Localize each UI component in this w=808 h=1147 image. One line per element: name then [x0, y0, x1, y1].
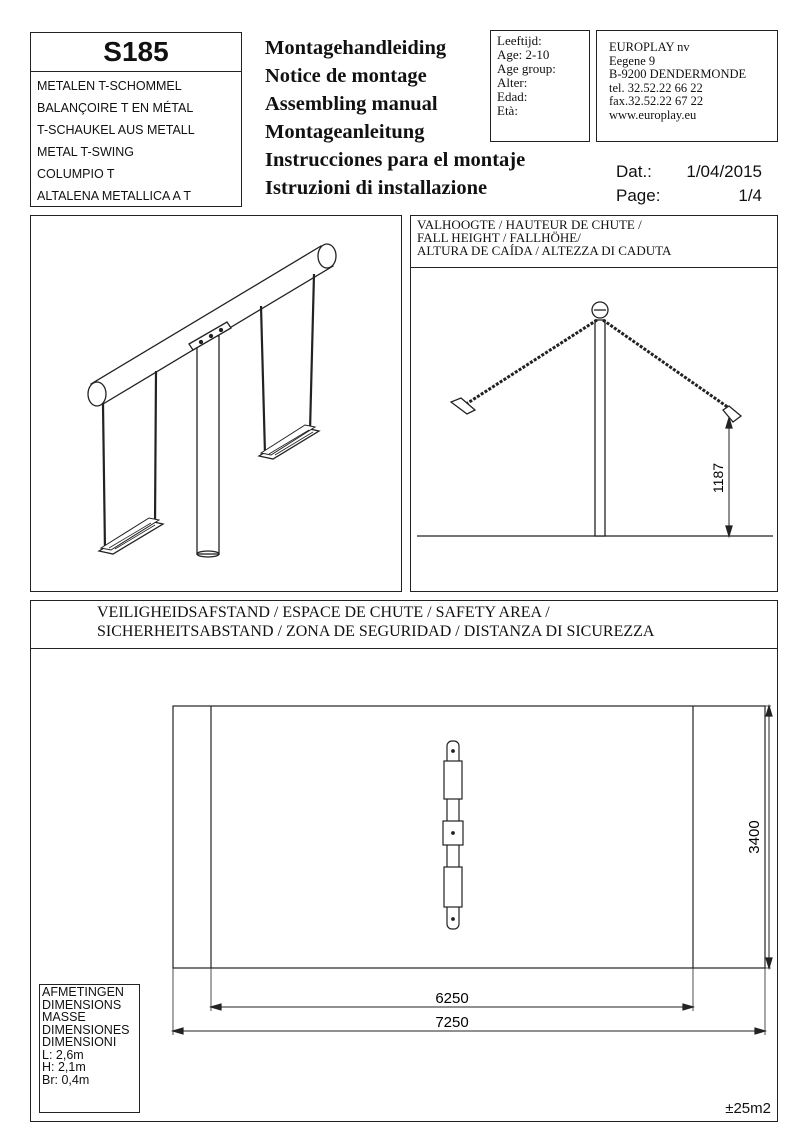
page-label: Page: [616, 186, 661, 205]
company-lines [609, 41, 746, 122]
dimensions-line: DIMENSIONES [42, 1022, 130, 1037]
safety-area-size: ±25m2 [725, 1100, 771, 1117]
safety-area-drawing [31, 649, 777, 1121]
safety-area-title-line: SICHERHEITSABSTAND / ZONA DE SEGURIDAD / DISTANZA DI SICUREZZA [97, 623, 655, 640]
date-value: 1/04/2015 [686, 162, 762, 181]
dimensions-line: Br: 0,4m [42, 1072, 90, 1087]
manual-title-de: Montageanleitung [265, 121, 425, 143]
age-box [490, 30, 590, 142]
manual-titles [265, 34, 525, 202]
company-line: tel. 32.52.22 66 22 [609, 80, 703, 95]
company-line: EUROPLAY nv [609, 40, 690, 54]
age-line: Età: [497, 103, 518, 118]
dimensions-line: L: 2,6m [42, 1047, 84, 1062]
isometric-drawing-panel [30, 215, 402, 592]
page-row [616, 184, 762, 208]
fall-height-title-line: VALHOOGTE / HAUTEUR DE CHUTE / [417, 217, 642, 232]
model-name-en: METAL T-SWING [37, 145, 134, 159]
manual-title-nl: Montagehandleiding [265, 37, 447, 59]
dimensions-line: MASSE [42, 1010, 86, 1024]
t-swing-isometric-drawing [31, 216, 401, 591]
fall-height-panel [410, 215, 778, 592]
company-box [596, 30, 778, 142]
safety-area-panel [30, 600, 778, 1122]
manual-title-es: Instrucciones para el montaje [265, 149, 526, 171]
model-code: S185 [31, 33, 241, 72]
dimensions-line: AFMETINGEN [42, 985, 124, 999]
manual-title-it: Istruzioni di installazione [265, 177, 488, 199]
age-line: Age: 2-10 [497, 47, 550, 62]
model-name-es: COLUMPIO T [37, 167, 115, 181]
safety-area-title-line: VEILIGHEIDSAFSTAND / ESPACE DE CHUTE / SAFETY AREA / [97, 604, 550, 621]
age-lines [497, 34, 556, 118]
dimensions-lines [42, 986, 130, 1086]
date-row [616, 160, 762, 184]
dimensions-box [39, 984, 140, 1113]
fall-height-title-line: FALL HEIGHT / FALLHÖHE/ [417, 230, 581, 245]
safety-area-inner-width-dimension: 6250 [435, 990, 469, 1007]
document-meta [616, 160, 762, 208]
dimensions-line: DIMENSIONS [42, 997, 122, 1012]
company-line: Eegene 9 [609, 53, 656, 68]
dimensions-line: DIMENSIONI [42, 1035, 117, 1049]
fall-height-title [417, 218, 671, 257]
fall-height-drawing [411, 268, 777, 591]
company-line: www.europlay.eu [609, 107, 697, 122]
safety-area-title [97, 603, 654, 641]
company-line: B-9200 DENDERMONDE [609, 67, 747, 81]
fall-height-title-line: ALTURA DE CAÍDA / ALTEZZA DI CADUTA [417, 243, 672, 258]
company-line: fax.32.52.22 67 22 [609, 94, 704, 108]
model-name-de: T-SCHAUKEL AUS METALL [37, 123, 195, 137]
model-name-it: ALTALENA METALLICA A T [37, 189, 192, 203]
model-names [37, 75, 195, 207]
fall-height-dimension: 1187 [710, 462, 726, 494]
model-box [30, 32, 242, 207]
model-name-nl: METALEN T-SCHOMMEL [37, 79, 182, 93]
safety-area-outer-width-dimension: 7250 [435, 1014, 469, 1031]
age-line: Age group: [497, 61, 556, 76]
age-line: Edad: [497, 89, 528, 104]
page-value: 1/4 [738, 186, 762, 205]
dimensions-line: H: 2,1m [42, 1060, 86, 1074]
safety-area-height-dimension: 3400 [746, 820, 763, 854]
manual-title-en: Assembling manual [265, 93, 438, 115]
age-line: Leeftijd: [497, 33, 542, 48]
age-line: Alter: [497, 75, 528, 90]
model-name-fr: BALANÇOIRE T EN MÉTAL [37, 101, 194, 115]
manual-title-fr: Notice de montage [265, 65, 427, 87]
date-label: Dat.: [616, 162, 652, 181]
